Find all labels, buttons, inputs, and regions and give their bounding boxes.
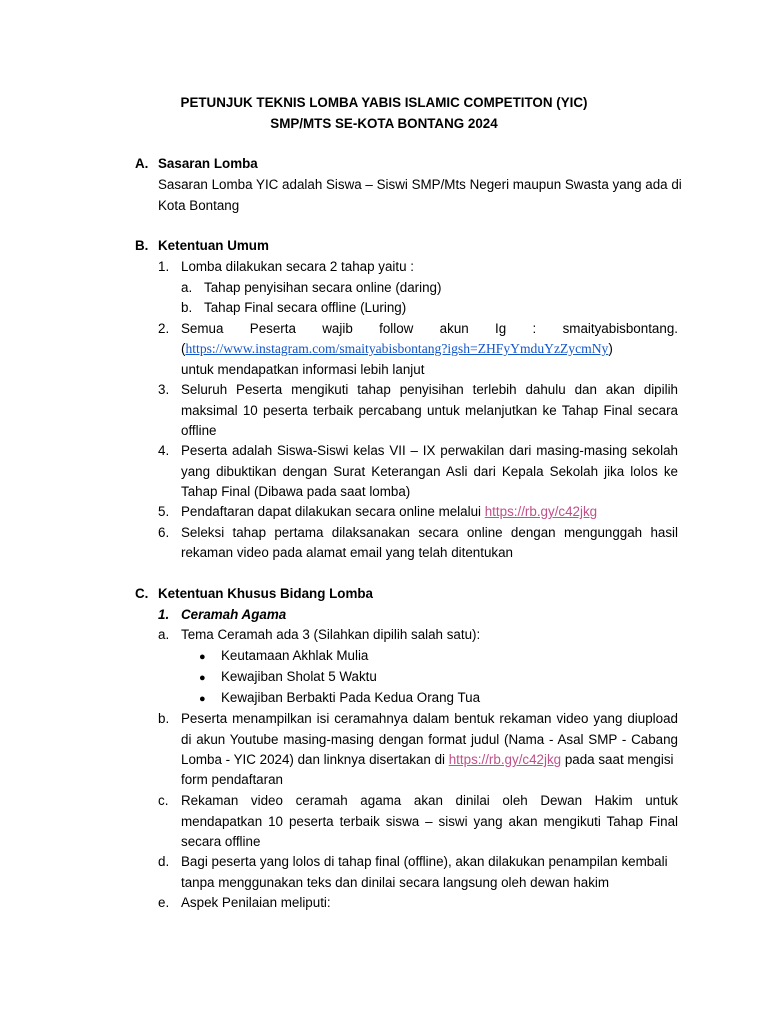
item-2-line-1 (181, 319, 678, 340)
item-b-line-3 (181, 750, 674, 771)
bullet-item: Keutamaan Akhlak Mulia (221, 648, 369, 663)
item-b-line-4: form pendaftaran (181, 772, 283, 787)
item-3-line-3: offline (181, 423, 217, 438)
item-4-line-3: Tahap Final (Dibawa pada saat lomba) (181, 484, 411, 499)
word: : (532, 321, 537, 336)
list-letter: b. (158, 711, 170, 726)
item-c-line-3: secara offline (181, 834, 261, 849)
word: Semua (181, 321, 224, 336)
subsection-title: Ceramah Agama (181, 607, 287, 622)
list-item-text: Aspek Penilaian meliputi: (181, 895, 331, 910)
instagram-link[interactable]: https://www.instagram.com/smaityabisbontang?igsh=ZHFyYmduYzZycmNy (185, 341, 609, 356)
bullet-icon: ● (199, 693, 206, 705)
item-d-line-1: Bagi peserta yang lolos di tahap final (offline), akan dilakukan penampilan kembali (181, 854, 668, 869)
list-letter: a. (181, 280, 193, 295)
word: Peserta (249, 321, 296, 336)
bullet-icon: ● (199, 651, 206, 663)
list-item-text: Tema Ceramah ada 3 (Silahkan dipilih salah satu): (181, 627, 481, 642)
section-a-text-line-2: Kota Bontang (158, 198, 240, 213)
list-letter: a. (158, 627, 170, 642)
section-b-heading: Ketentuan Umum (158, 238, 269, 253)
item-5-text: Pendaftaran dapat dilakukan secara online melalui (181, 504, 485, 519)
word: smaityabisbontang. (562, 321, 678, 336)
item-5-line (181, 502, 597, 523)
subsection-number: 1. (158, 607, 170, 622)
word: akun (439, 321, 469, 336)
item-b-line-3-post: pada saat mengisi (561, 752, 674, 767)
section-c-label: C. (135, 586, 149, 601)
section-a-heading: Sasaran Lomba (158, 156, 258, 171)
word: wajib (322, 321, 353, 336)
item-b-line-1: Peserta menampilkan isi ceramahnya dalam bentuk rekaman video yang diupload (181, 711, 678, 726)
close-paren: ) (608, 341, 613, 356)
item-4-line-1: Peserta adalah Siswa-Siswi kelas VII – IX perwakilan dari masing-masing sekolah (181, 443, 678, 458)
list-number: 6. (158, 525, 170, 540)
section-c-heading: Ketentuan Khusus Bidang Lomba (158, 586, 374, 601)
list-number: 5. (158, 504, 170, 519)
item-d-line-2: tanpa menggunakan teks dan dinilai secara langsung oleh dewan hakim (181, 875, 610, 890)
bullet-icon: ● (199, 672, 206, 684)
list-letter: d. (158, 854, 170, 869)
section-a-text-line-1: Sasaran Lomba YIC adalah Siswa – Siswi SMP/Mts Negeri maupun Swasta yang ada di (158, 177, 682, 192)
registration-link[interactable]: https://rb.gy/c42jkg (484, 504, 598, 519)
section-a-label: A. (135, 156, 149, 171)
item-6-line-1: Seleksi tahap pertama dilaksanakan secara online dengan mengunggah hasil (181, 525, 678, 540)
item-3-line-2: maksimal 10 peserta terbaik percabang untuk melanjutkan ke Tahap Final secara (181, 403, 678, 418)
list-item-text: Lomba dilakukan secara 2 tahap yaitu : (181, 259, 414, 274)
item-3-line-1: Seluruh Peserta mengikuti tahap penyisihan terlebih dahulu dan akan dipilih (181, 382, 678, 397)
section-b-label: B. (135, 238, 149, 253)
item-c-line-2: mendapatkan 10 peserta terbaik siswa – siswi yang akan mengikuti Tahap Final (181, 814, 678, 829)
list-letter: c. (158, 793, 169, 808)
item-b-line-3-pre: Lomba - YIC 2024) dan linknya disertakan di (181, 752, 449, 767)
bullet-item: Kewajiban Berbakti Pada Kedua Orang Tua (221, 690, 481, 705)
item-b-line-2: di akun Youtube masing-masing dengan format judul (Nama - Asal SMP - Cabang (181, 732, 678, 747)
list-number: 1. (158, 259, 170, 274)
word: Ig (495, 321, 507, 336)
item-2-line-3: untuk mendapatkan informasi lebih lanjut (181, 362, 425, 377)
list-number: 2. (158, 321, 170, 336)
list-number: 3. (158, 382, 170, 397)
document-title-line-1: PETUNJUK TEKNIS LOMBA YABIS ISLAMIC COMPETITON (YIC) (180, 95, 588, 110)
list-letter: e. (158, 895, 170, 910)
item-c-line-1: Rekaman video ceramah agama akan dinilai oleh Dewan Hakim untuk (181, 793, 678, 808)
word: follow (379, 321, 414, 336)
bullet-item: Kewajiban Sholat 5 Waktu (221, 669, 377, 684)
item-4-line-2: yang dibuktikan dengan Surat Keterangan Asli dari Kepala Sekolah jika lolos ke (181, 464, 678, 479)
list-letter: b. (181, 300, 193, 315)
item-2-line-2 (181, 339, 613, 360)
list-item-text: Tahap Final secara offline (Luring) (204, 300, 407, 315)
document-title-line-2: SMP/MTS SE-KOTA BONTANG 2024 (270, 116, 498, 131)
item-6-line-2: rekaman video pada alamat email yang telah ditentukan (181, 545, 514, 560)
registration-link[interactable]: https://rb.gy/c42jkg (448, 752, 562, 767)
open-paren: ( (181, 341, 186, 356)
list-item-text: Tahap penyisihan secara online (daring) (204, 280, 442, 295)
list-number: 4. (158, 443, 170, 458)
